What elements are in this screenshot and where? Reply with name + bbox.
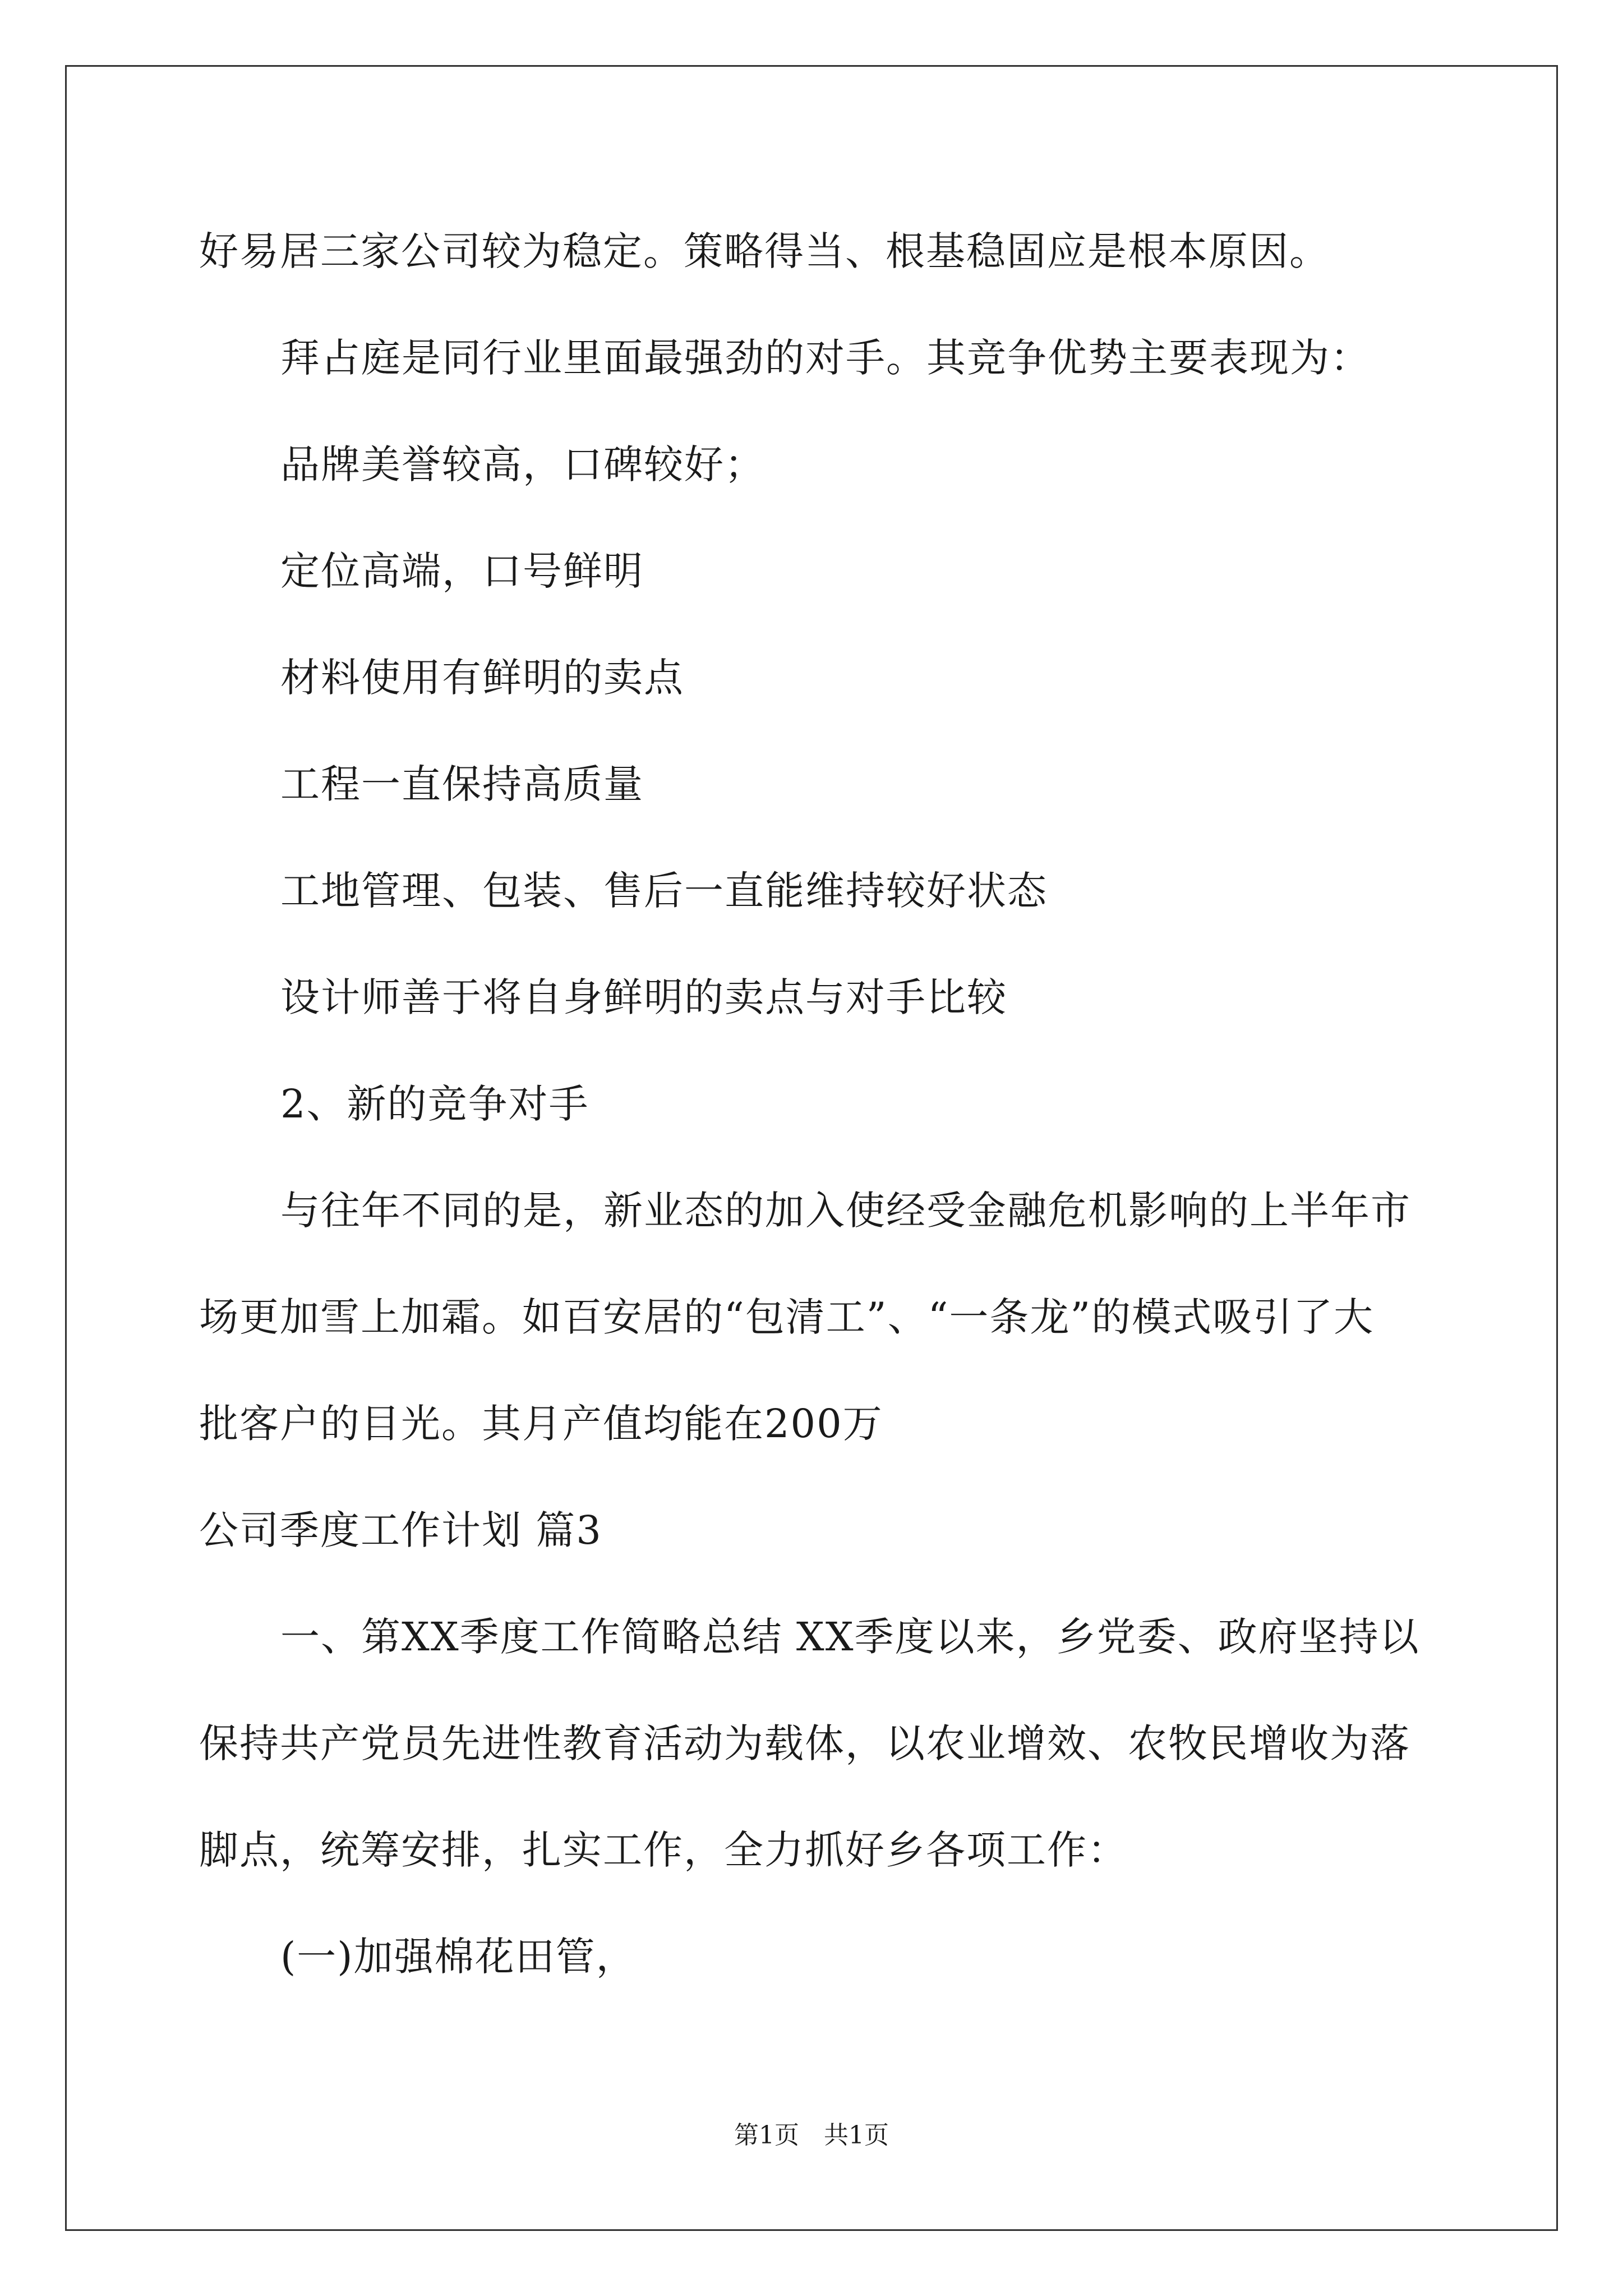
text-line: 定位高端，口号鲜明 (280, 548, 644, 594)
text-line: 品牌美誉较高，口碑较好； (280, 441, 765, 487)
text-line: 好易居三家公司较为稳定。策略得当、根基稳固应是根本原因。 (199, 228, 1330, 274)
page-footer: 第1页 共1页 (734, 2121, 889, 2150)
text-line: 材料使用有鲜明的卖点 (280, 655, 684, 701)
text-line: 场更加雪上加霜。如百安居的“包清工”、“一条龙”的模式吸引了大 (199, 1294, 1375, 1340)
text-line: 设计师善于将自身鲜明的卖点与对手比较 (280, 974, 1007, 1020)
page-frame (65, 65, 1558, 2231)
text-line: 保持共产党员先进性教育活动为载体，以农业增效、农牧民增收为落 (199, 1720, 1410, 1766)
text-line: 与往年不同的是，新业态的加入使经受金融危机影响的上半年市 (280, 1188, 1411, 1234)
text-line: 工程一直保持高质量 (280, 761, 644, 807)
text-line: 工地管理、包装、售后一直能维持较好状态 (280, 868, 1048, 914)
text-line: (一)加强棉花田管， (280, 1934, 637, 1980)
document-title: 公司季度工作计划 篇3 (199, 1507, 602, 1553)
text-line: 一、第XX季度工作简略总结 XX季度以来，乡党委、政府坚持以 (280, 1614, 1420, 1660)
text-line: 拜占庭是同行业里面最强劲的对手。其竞争优势主要表现为： (280, 335, 1371, 381)
text-line: 批客户的目光。其月产值均能在200万 (199, 1401, 883, 1447)
section-heading: 2、新的竞争对手 (280, 1081, 589, 1127)
text-line: 脚点，统筹安排，扎实工作，全力抓好乡各项工作： (199, 1827, 1128, 1873)
